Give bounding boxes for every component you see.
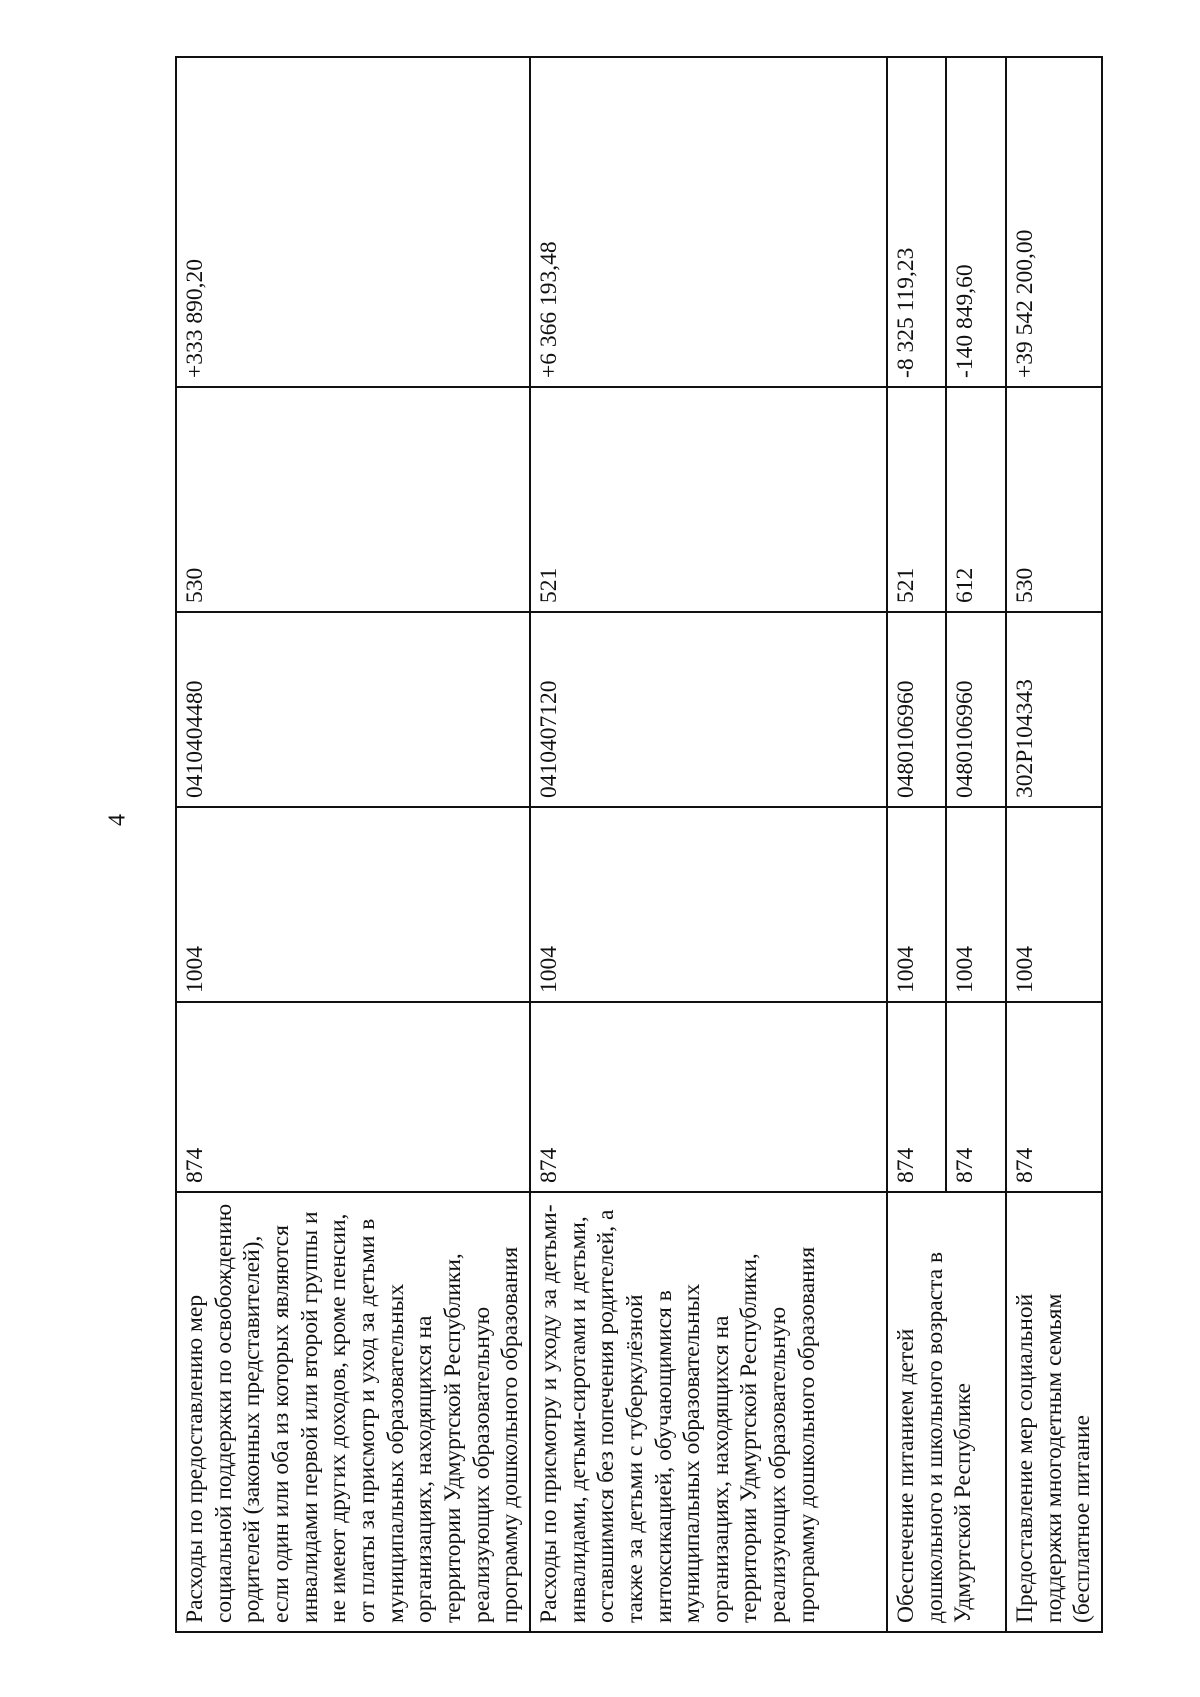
target-code: 0480106960 [887,612,946,807]
amount: +6 366 193,48 [530,57,887,387]
section-code: 1004 [176,807,530,1002]
amount: +333 890,20 [176,57,530,387]
expense-name: Расходы по присмотру и уходу за детьми-инвалидами, детьми-сиротами и детьми, оставшимися без попечения родителей, а также за детьми с туберкулёзной интоксикацией, обучающимися в муниципальных образовательных организациях, находящихся на территории Удмуртской Республики, реализующих образовательную программу дошкольного образования [530,1192,887,1632]
expense-name: Предоставление мер социальной поддержки многодетным семьям (бесплатное питание [1006,1192,1102,1632]
expense-type-code: 530 [176,387,530,612]
section-code: 1004 [887,807,946,1002]
expense-type-code: 521 [887,387,946,612]
admin-code: 874 [176,1002,530,1192]
expense-type-code: 612 [946,387,1006,612]
page-number: 4 [104,814,131,826]
table-row [176,57,530,1632]
admin-code: 874 [887,1002,946,1192]
target-code: 302P104343 [1006,612,1102,807]
admin-code: 874 [1006,1002,1102,1192]
budget-table-rotated [175,58,1096,1633]
table-row [887,57,946,1632]
admin-code: 874 [530,1002,887,1192]
table-row [530,57,887,1632]
section-code: 1004 [946,807,1006,1002]
budget-table [175,56,1103,1633]
expense-type-code: 521 [530,387,887,612]
admin-code: 874 [946,1002,1006,1192]
amount: +39 542 200,00 [1006,57,1102,387]
table-row [1006,57,1102,1632]
target-code: 0480106960 [946,612,1006,807]
expense-name: Обеспечение питанием детей дошкольного и школьного возраста в Удмуртской Республике [887,1192,1006,1632]
target-code: 0410404480 [176,612,530,807]
expense-name: Расходы по предоставлению мер социальной поддержки по освобождению родителей (законных представителей), если один или оба из которых являются инвалидами первой или второй группы и не имеют других доходов, кроме пенсии, от платы за присмотр и уход за детьми в муниципальных образовательных организациях, находящихся на территории Удмуртской Республики, реализующих образовательную программу дошкольного образования [176,1192,530,1632]
amount: -140 849,60 [946,57,1006,387]
section-code: 1004 [530,807,887,1002]
amount: -8 325 119,23 [887,57,946,387]
section-code: 1004 [1006,807,1102,1002]
expense-type-code: 530 [1006,387,1102,612]
target-code: 0410407120 [530,612,887,807]
